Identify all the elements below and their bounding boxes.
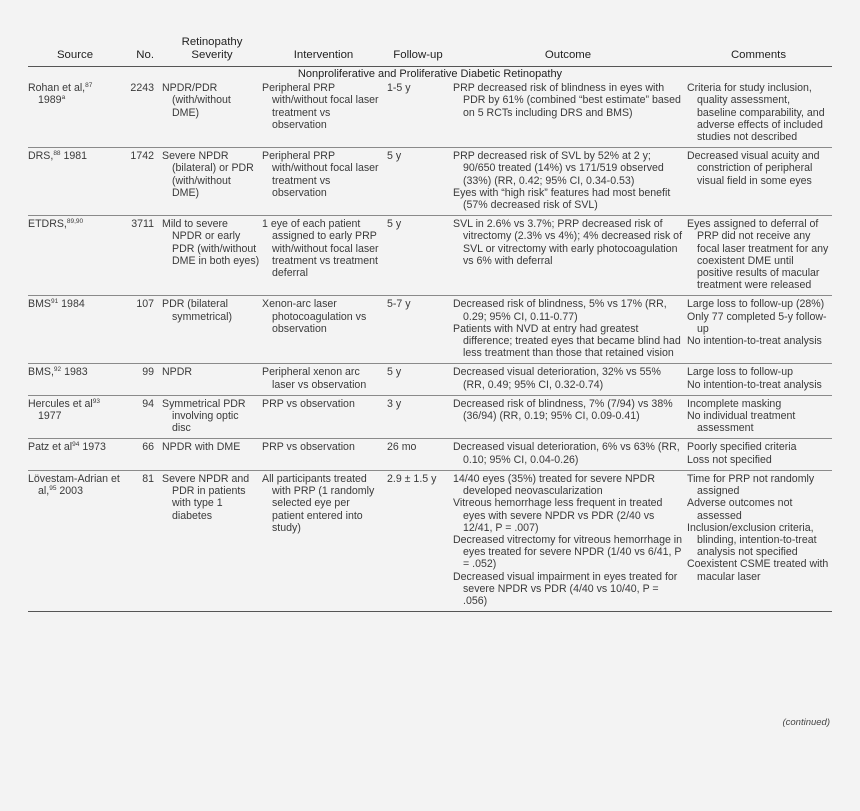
table-row xyxy=(28,296,832,364)
reference-number: 95 xyxy=(49,485,57,493)
participants-count: 3711 xyxy=(131,218,154,231)
outcome-item: 14/40 eyes (35%) treated for severe NPDR developed neovascularization xyxy=(453,472,655,498)
outcome-item: Decreased risk of blindness, 7% (7/94) vs 38% (36/94) (RR, 0.19; 95% CI, 0.09-0.41) xyxy=(453,397,673,423)
comment-item: Large loss to follow-up (28%) xyxy=(687,298,825,311)
followup-cell: 5-7 y xyxy=(387,298,411,311)
source-year: 2003 xyxy=(59,485,83,498)
comments-cell xyxy=(685,216,832,296)
participants-count: 81 xyxy=(142,472,154,485)
evidence-table xyxy=(28,36,832,612)
comment-item: Eyes assigned to deferral of PRP did not receive any focal laser treatment for any coexistent DME until positive results of macular treatment were released xyxy=(687,218,829,292)
intervention-cell: All participants treated with PRP (1 randomly selected eye per patient entered into study) xyxy=(262,472,375,534)
comment-item: Decreased visual acuity and constriction of peripheral visual field in some eyes xyxy=(687,150,820,187)
source-name: Patz et al xyxy=(28,441,73,454)
comment-item: Large loss to follow-up xyxy=(687,366,793,379)
reference-number: 92 xyxy=(53,366,62,374)
source-cell xyxy=(28,364,122,395)
outcome-item: Decreased vitrectomy for vitreous hemorrhage in eyes treated for severe NPDR (1/40 vs 6/41, P = .052) xyxy=(453,533,683,571)
reference-number: 88 xyxy=(53,150,61,158)
outcome-cell xyxy=(451,439,685,470)
intervention-cell: PRP vs observation xyxy=(262,397,355,410)
severity-cell: PDR (bilateral symmetrical) xyxy=(162,298,233,323)
outcome-cell xyxy=(451,364,685,395)
outcome-item: Eyes with “high risk” features had most benefit (57% decreased risk of SVL) xyxy=(453,186,671,212)
source-year: 1973 xyxy=(82,441,106,454)
source-name: Hercules et al xyxy=(28,397,93,410)
severity-cell: NPDR with DME xyxy=(162,441,241,454)
table-row xyxy=(28,364,832,395)
footnote-marker: a xyxy=(61,94,66,102)
intervention-cell: Peripheral xenon arc laser vs observation xyxy=(262,366,367,391)
comments-cell xyxy=(685,439,832,470)
comment-item: No intention-to-treat analysis xyxy=(687,378,822,391)
comment-item: Adverse outcomes not assessed xyxy=(687,497,793,522)
intervention-cell: Peripheral PRP with/without focal laser treatment vs observation xyxy=(262,82,379,131)
followup-cell: 5 y xyxy=(387,150,402,163)
comment-item: Only 77 completed 5-y follow-up xyxy=(687,310,827,335)
outcome-item: Decreased risk of blindness, 5% vs 17% (RR, 0.29; 95% CI, 0.11-0.77) xyxy=(453,298,667,323)
severity-cell: Mild to severe NPDR or early PDR (with/without DME in both eyes) xyxy=(162,218,260,267)
participants-count: 66 xyxy=(142,441,154,454)
reference-number: 89,90 xyxy=(66,218,84,226)
comments-cell xyxy=(685,296,832,364)
header-followup: Follow-up xyxy=(393,49,443,61)
participants-count: 1742 xyxy=(130,150,154,163)
source-cell xyxy=(28,296,122,364)
severity-cell: Severe NPDR (bilateral) or PDR (with/without DME) xyxy=(162,150,254,199)
followup-cell: 5 y xyxy=(387,366,402,379)
source-name: DRS, xyxy=(28,150,54,163)
severity-cell: Symmetrical PDR involving optic disc xyxy=(162,397,246,435)
source-cell xyxy=(28,216,122,296)
table-row xyxy=(28,80,832,148)
participants-count: 2243 xyxy=(130,82,154,95)
comment-item: Poorly specified criteria xyxy=(687,441,797,454)
table-container xyxy=(28,36,832,612)
outcome-cell xyxy=(451,470,685,611)
followup-cell: 2.9 ± 1.5 y xyxy=(387,472,437,485)
header-comments: Comments xyxy=(730,49,787,61)
comments-cell xyxy=(685,470,832,611)
outcome-cell xyxy=(451,216,685,296)
source-name: ETDRS, xyxy=(28,218,67,231)
table-row xyxy=(28,148,832,216)
followup-cell: 3 y xyxy=(387,397,402,410)
intervention-cell: Xenon-arc laser photocoagulation vs observation xyxy=(262,298,367,335)
table-row xyxy=(28,439,832,470)
comment-item: Criteria for study inclusion, quality assessment, baseline comparability, and adverse effects of included studies not described xyxy=(687,82,825,144)
outcome-cell xyxy=(451,395,685,439)
severity-cell: Severe NPDR and PDR in patients with type 1 diabetes xyxy=(162,472,250,522)
outcome-cell xyxy=(451,80,685,148)
header-outcome: Outcome xyxy=(544,49,592,61)
section-title-row xyxy=(28,67,832,81)
comments-cell xyxy=(685,80,832,148)
source-year: 1983 xyxy=(64,366,88,379)
intervention-cell: 1 eye of each patient assigned to early PRP with/without focal laser treatment vs treatment deferral xyxy=(262,218,379,280)
followup-cell: 26 mo xyxy=(387,441,417,454)
reference-number: 87 xyxy=(85,82,93,90)
reference-number: 94 xyxy=(72,441,80,449)
source-cell xyxy=(28,80,122,148)
header-no: No. xyxy=(136,49,154,61)
source-year: 1977 xyxy=(38,410,62,423)
outcome-item: SVL in 2.6% vs 3.7%; PRP decreased risk of vitrectomy (2.3% vs 4%); 4% decreased risk of SVL or vitrectomy with early photocoagulation vs 6% with deferral xyxy=(453,218,683,267)
outcome-cell xyxy=(451,148,685,216)
comment-item: Incomplete masking xyxy=(687,397,782,410)
source-name: Rohan et al, xyxy=(28,82,86,95)
reference-number: 91 xyxy=(50,298,59,306)
source-cell xyxy=(28,395,122,439)
comment-item: Coexistent CSME treated with macular laser xyxy=(687,558,829,583)
severity-cell: NPDR xyxy=(162,366,193,379)
comment-item: Time for PRP not randomly assigned xyxy=(687,472,815,498)
comment-item: Inclusion/exclusion criteria, blinding, intention-to-treat analysis not specified xyxy=(687,521,817,559)
table-row xyxy=(28,395,832,439)
section-title: Nonproliferative and Proliferative Diabetic Retinopathy xyxy=(297,68,563,80)
header-intervention: Intervention xyxy=(293,49,354,61)
outcome-cell xyxy=(451,296,685,364)
comments-cell xyxy=(685,148,832,216)
comment-item: Loss not specified xyxy=(687,453,772,466)
outcome-item: PRP decreased risk of SVL by 52% at 2 y; 90/650 treated (14%) vs 171/519 observed (33%) (RR, 0.42; 95% CI, 0.34-0.53) xyxy=(453,150,664,187)
participants-count: 107 xyxy=(136,298,154,311)
header-source: Source xyxy=(56,49,94,61)
intervention-cell: PRP vs observation xyxy=(262,441,355,454)
source-year: 1981 xyxy=(63,150,88,163)
outcome-item: Decreased visual deterioration, 6% vs 63% (RR, 0.10; 95% CI, 0.04-0.26) xyxy=(453,441,680,466)
header-severity: Retinopathy Severity xyxy=(181,36,243,61)
comments-cell xyxy=(685,395,832,439)
comments-cell xyxy=(685,364,832,395)
continued-note: (continued) xyxy=(782,717,830,728)
source-year: 1989 xyxy=(38,94,62,107)
severity-cell: NPDR/PDR (with/without DME) xyxy=(162,82,231,119)
outcome-item: Patients with NVD at entry had greatest difference; treated eyes that became blind had less treatment than those that retained vision xyxy=(453,322,681,360)
reference-number: 93 xyxy=(92,397,101,405)
table-row xyxy=(28,216,832,296)
source-name: BMS, xyxy=(28,366,54,379)
header-row xyxy=(28,36,832,67)
source-name: BMS xyxy=(28,298,51,311)
source-name: Lövestam-Adrian et al, xyxy=(28,472,120,498)
participants-count: 99 xyxy=(142,366,154,379)
source-cell xyxy=(28,439,122,470)
table-row xyxy=(28,470,832,611)
outcome-item: Vitreous hemorrhage less frequent in treated eyes with severe NPDR vs PDR (2/40 vs 12/41, P = .007) xyxy=(453,497,663,534)
source-year: 1984 xyxy=(61,298,85,311)
outcome-item: Decreased visual impairment in eyes treated for severe NPDR vs PDR (4/40 vs 10/40, P = .056) xyxy=(453,570,678,607)
outcome-item: Decreased visual deterioration, 32% vs 55% (RR, 0.49; 95% CI, 0.32-0.74) xyxy=(453,366,661,391)
participants-count: 94 xyxy=(142,397,154,410)
followup-cell: 5 y xyxy=(387,218,402,231)
followup-cell: 1-5 y xyxy=(387,82,411,95)
source-cell xyxy=(28,148,122,216)
comment-item: No individual treatment assessment xyxy=(687,410,796,435)
source-cell xyxy=(28,470,122,611)
outcome-item: PRP decreased risk of blindness in eyes with PDR by 61% (combined “best estimate” based on 5 RCTs including DRS and BMS) xyxy=(453,82,681,119)
intervention-cell: Peripheral PRP with/without focal laser treatment vs observation xyxy=(262,150,379,199)
comment-item: No intention-to-treat analysis xyxy=(687,335,822,348)
